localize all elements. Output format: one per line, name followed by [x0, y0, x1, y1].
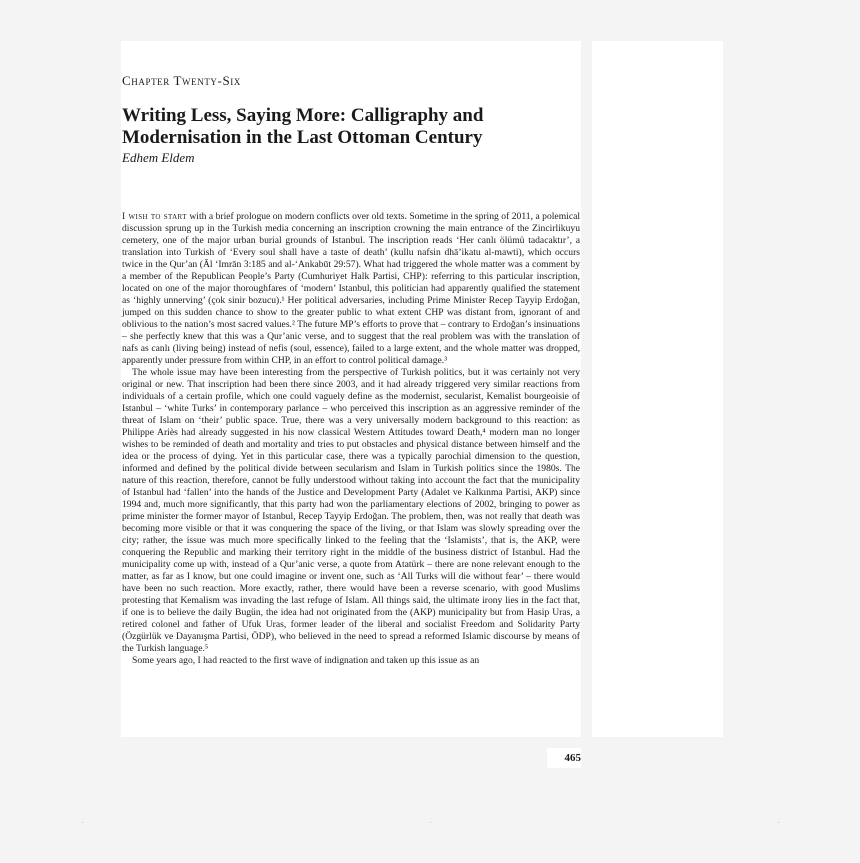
page-number: 465 [547, 748, 581, 768]
scan-dot [778, 822, 779, 823]
author-name: Edhem Eldem [122, 150, 195, 165]
side-panel [592, 41, 723, 737]
paragraph-2: The whole issue may have been interesting from the perspective of Turkish politics, but it was certainly not very original or new. That inscription had been there since 2003, and it had already triggered very similar reactions from individuals of a certain profile, which one could vaguely define as the modernist, secularist, Kemalist bourgeoisie of Istanbul – ‘white Turks’ in contemporary parlance – who perceived this inscription as an aggressive reminder of the threat of Islam on ‘their’ public space. True, there was a very universally modern background to this reaction: as Philippe Ariès had already suggested in his now classical Western Attitudes toward Death,⁴ modern man no longer wishes to be reminded of death and mortality and tries to put obstacles and physical distance between himself and the idea or the process of dying. Yet in this particular case, there was a typically parochial dimension to the question, informed and defined by the political divide between secularism and Islam in Turkish politics since the 1980s. The nature of this reaction, therefore, cannot be fully understood without taking into account the fact that the municipality of Istanbul had ‘fallen’ into the hands of the Justice and Development Party (Adalet ve Kalkınma Partisi, AKP) since 1994 and, much more significantly, that this party had won the parliamentary elections of 2002, bringing to power as prime minister the former mayor of Istanbul, Recep Tayyip Erdoğan. The problem, then, was not really that death was becoming more visible or that it was conquering the space of the living, or that Islam was slowly spreading over the city; rather, the issue was much more specifically linked to the feeling that the ‘Islamists’, that is, the AKP, were conquering the Republic and marking their territory right in the middle of the business district of Istanbul. Had the municipality come up with, instead of a Qur’anic verse, a quote from Atatürk – there are none relevant enough to the matter, as far as I know, but one could imagine or invent one, such as ‘All Turks will die without fear’ – there would have been no such reaction. More exactly, rather, there would have been a reverse scenario, with good Muslims protesting that Kemalism was invading the last refuge of Islam. All things said, the ultimate irony lies in the fact that, if one is to believe the daily Bugün, the idea had not originated from the (AKP) municipality but from Hasip Uras, a retired colonel and father of Ufuk Uras, former leader of the liberal and socialist Freedom and Solidarity Party (Özgürlük ve Dayanışma Partisi, ÖDP), who believed in the need to spread a reformed Islamic discourse by means of the Turkish language.⁵ [122, 367, 580, 654]
chapter-title: Writing Less, Saying More: Calligraphy and Modernisation in the Last Ottoman Century [122, 105, 484, 148]
chapter-label: Chapter Twenty-Six [122, 73, 241, 88]
lead-in: I wish to start [122, 211, 187, 222]
paragraph-1-text: with a brief prologue on modern conflicts over old texts. Sometime in the spring of 2011, a polemical discussion sprung up in the Turkish media concerning an inscription crowning the main entrance of the Zincirlikuyu cemetery, one of the major urban burial grounds of Istanbul. The inscription reads ‘Her canlı ölümü tadacaktır’, a translation into Turkish of ‘Every soul shall have a taste of death’ (kullu nafsin dhā’ikatu al-mawti), which occurs twice in the Qur’an (Āl ‘Imrān 3:185 and al-‘Ankabūt 29:57). What had triggered the whole matter was a comment by a member of the Republican People’s Party (Cumhuriyet Halk Partisi, CHP): referring to this particular inscription, located on one of the major thoroughfares of ‘modern’ Istanbul, this politician had apparently qualified the statement as ‘highly unnerving’ (çok sinir bozucu).¹ Her political adversaries, including Prime Minister Recep Tayyip Erdoğan, jumped on this sudden chance to show to the greater public to what extent CHP was distant from, ignorant of and oblivious to the nation’s most sacred values.² The future MP’s efforts to prove that – contrary to Erdoğan’s insinuations – she perfectly knew that this was a Qur’anic verse, and to suggest that the real problem was with the translation of nafs as canlı (living being) instead of nefis (soul, essence), failed to a large extent, and the whole matter was dropped, apparently under pressure from within CHP, in an effort to control political damage.³ [122, 211, 580, 366]
scan-dot [82, 822, 83, 823]
scan-dot [430, 822, 431, 823]
paragraph-1 [122, 211, 580, 367]
body-text [122, 211, 580, 667]
paragraph-3: Some years ago, I had reacted to the first wave of indignation and taken up this issue as an [132, 655, 480, 666]
book-page [121, 41, 581, 737]
